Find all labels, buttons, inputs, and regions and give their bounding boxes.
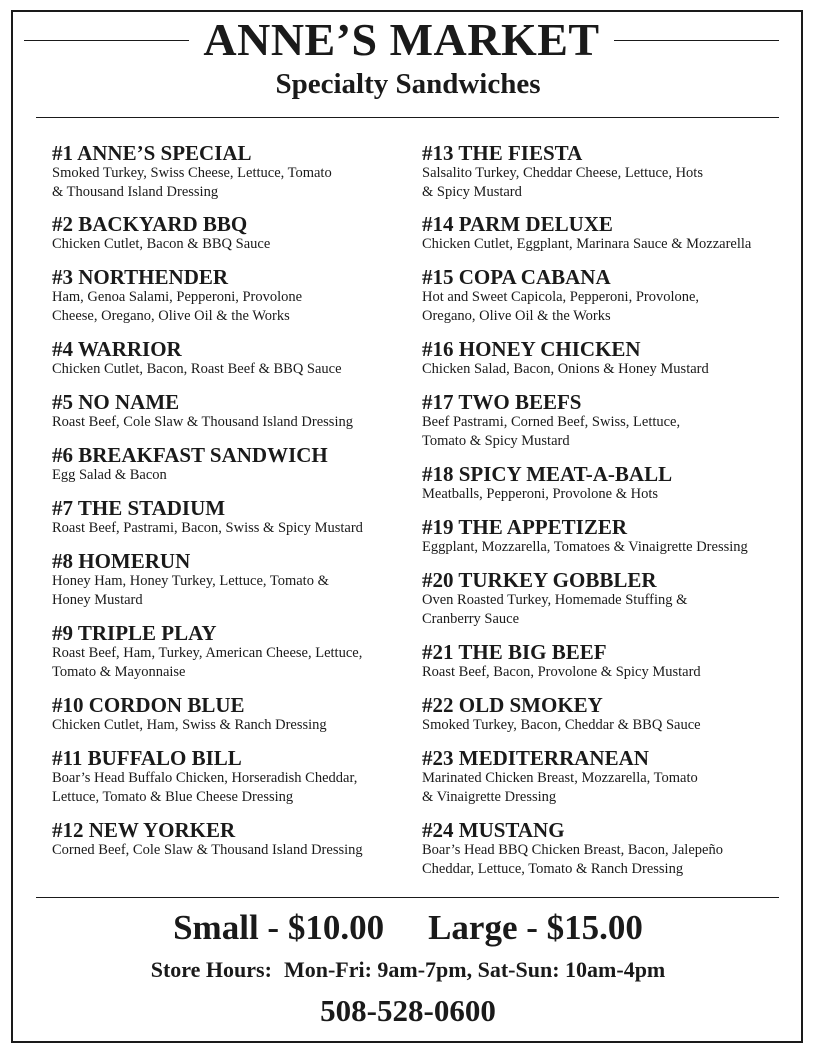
menu-item [52,266,407,326]
menu-item [52,213,407,254]
header-divider [36,117,779,118]
menu-item-name: #7 THE STADIUM [52,496,226,520]
menu-item [422,641,792,682]
menu-item [52,819,407,860]
menu-item-name: #23 MEDITERRANEAN [422,746,649,770]
page-subtitle: Specialty Sandwiches [275,68,541,100]
menu-item-name: #24 MUSTANG [422,818,565,842]
menu-item-name: #16 HONEY CHICKEN [422,337,641,361]
menu-item [422,213,792,254]
menu-item-description: Hot and Sweet Capicola, Pepperoni, Provolone, Oregano, Olive Oil & the Works [422,289,700,324]
menu-item-description: Meatballs, Pepperoni, Provolone & Hots [422,486,659,502]
menu-item-name: #10 CORDON BLUE [52,693,245,717]
menu-item [422,694,792,735]
menu-item-description: Chicken Cutlet, Bacon & BBQ Sauce [52,236,271,252]
menu-item-name: #15 COPA CABANA [422,265,611,289]
menu-item-description: Roast Beef, Pastrami, Bacon, Swiss & Spicy Mustard [52,520,363,536]
menu-item-description: Boar’s Head Buffalo Chicken, Horseradish Cheddar, Lettuce, Tomato & Blue Cheese Dressing [52,770,358,805]
phone-number: 508-528-0600 [320,993,496,1028]
store-hours-label: Store Hours: [150,957,272,982]
menu-item [52,622,407,682]
title-row [24,16,779,64]
menu-item-name: #9 TRIPLE PLAY [52,621,217,645]
menu-item [422,569,792,629]
menu-item-description: Salsalito Turkey, Cheddar Cheese, Lettuce, Hots & Spicy Mustard [422,165,703,200]
menu-item-name: #17 TWO BEEFS [422,390,582,414]
menu-item [52,497,407,538]
menu-item-description: Honey Ham, Honey Turkey, Lettuce, Tomato & Honey Mustard [52,573,329,608]
menu-item-description: Eggplant, Mozzarella, Tomatoes & Vinaigrette Dressing [422,539,748,555]
page-title: ANNE’S MARKET [203,14,600,65]
menu-item-description: Beef Pastrami, Corned Beef, Swiss, Lettuce, Tomato & Spicy Mustard [422,414,681,449]
menu-item-name: #8 HOMERUN [52,549,191,573]
menu-item [422,819,792,879]
menu-item-name: #1 ANNE’S SPECIAL [52,141,252,165]
menu-item-description: Chicken Salad, Bacon, Onions & Honey Mustard [422,361,709,377]
menu-item-description: Egg Salad & Bacon [52,467,167,483]
menu-item [52,444,407,485]
menu-item-name: #19 THE APPETIZER [422,515,627,539]
menu-item [422,747,792,807]
menu-item-description: Smoked Turkey, Swiss Cheese, Lettuce, Tomato & Thousand Island Dressing [52,165,332,200]
menu-item-description: Roast Beef, Bacon, Provolone & Spicy Mustard [422,664,701,680]
title-rule-left [24,40,189,41]
menu-item [52,391,407,432]
menu-item-description: Roast Beef, Cole Slaw & Thousand Island Dressing [52,414,353,430]
menu-item-description: Oven Roasted Turkey, Homemade Stuffing & Cranberry Sauce [422,592,688,627]
menu-item-description: Corned Beef, Cole Slaw & Thousand Island Dressing [52,842,363,858]
menu-item-name: #12 NEW YORKER [52,818,236,842]
menu-item-description: Roast Beef, Ham, Turkey, American Cheese, Lettuce, Tomato & Mayonnaise [52,645,363,680]
menu-item-description: Chicken Cutlet, Eggplant, Marinara Sauce & Mozzarella [422,236,752,252]
menu-item-description: Chicken Cutlet, Bacon, Roast Beef & BBQ Sauce [52,361,342,377]
menu-item-name: #13 THE FIESTA [422,141,583,165]
menu-item [52,338,407,379]
large-price: Large - $15.00 [428,908,643,947]
menu-item [422,338,792,379]
menu-item-description: Marinated Chicken Breast, Mozzarella, Tomato & Vinaigrette Dressing [422,770,698,805]
menu-item-name: #3 NORTHENDER [52,265,229,289]
menu-item [422,391,792,451]
menu-item-name: #22 OLD SMOKEY [422,693,603,717]
footer-divider [36,897,779,898]
menu-item-name: #5 NO NAME [52,390,180,414]
menu-item-name: #18 SPICY MEAT-A-BALL [422,462,673,486]
menu-item [422,463,792,504]
menu-item [52,747,407,807]
menu-item-description: Chicken Cutlet, Ham, Swiss & Ranch Dressing [52,717,327,733]
menu-item-description: Smoked Turkey, Bacon, Cheddar & BBQ Sauce [422,717,701,733]
menu-item-name: #6 BREAKFAST SANDWICH [52,443,328,467]
pricing [0,908,816,948]
store-hours [0,957,816,983]
menu-item-name: #14 PARM DELUXE [422,212,613,236]
store-hours-value: Mon-Fri: 9am-7pm, Sat-Sun: 10am-4pm [283,957,666,982]
menu-item-name: #21 THE BIG BEEF [422,640,607,664]
title-rule-right [614,40,779,41]
menu-item [422,266,792,326]
menu-item [422,142,792,202]
menu-item-name: #11 BUFFALO BILL [52,746,242,770]
menu-item [52,694,407,735]
menu-item-description: Ham, Genoa Salami, Pepperoni, Provolone Cheese, Oregano, Olive Oil & the Works [52,289,303,324]
menu-item-name: #2 BACKYARD BBQ [52,212,248,236]
menu-item-description: Boar’s Head BBQ Chicken Breast, Bacon, Jalepeño Cheddar, Lettuce, Tomato & Ranch Dressing [422,842,723,877]
small-price: Small - $10.00 [173,908,385,947]
menu-item [52,550,407,610]
menu-item [422,516,792,557]
menu-item [52,142,407,202]
menu-item-name: #4 WARRIOR [52,337,182,361]
menu-item-name: #20 TURKEY GOBBLER [422,568,657,592]
